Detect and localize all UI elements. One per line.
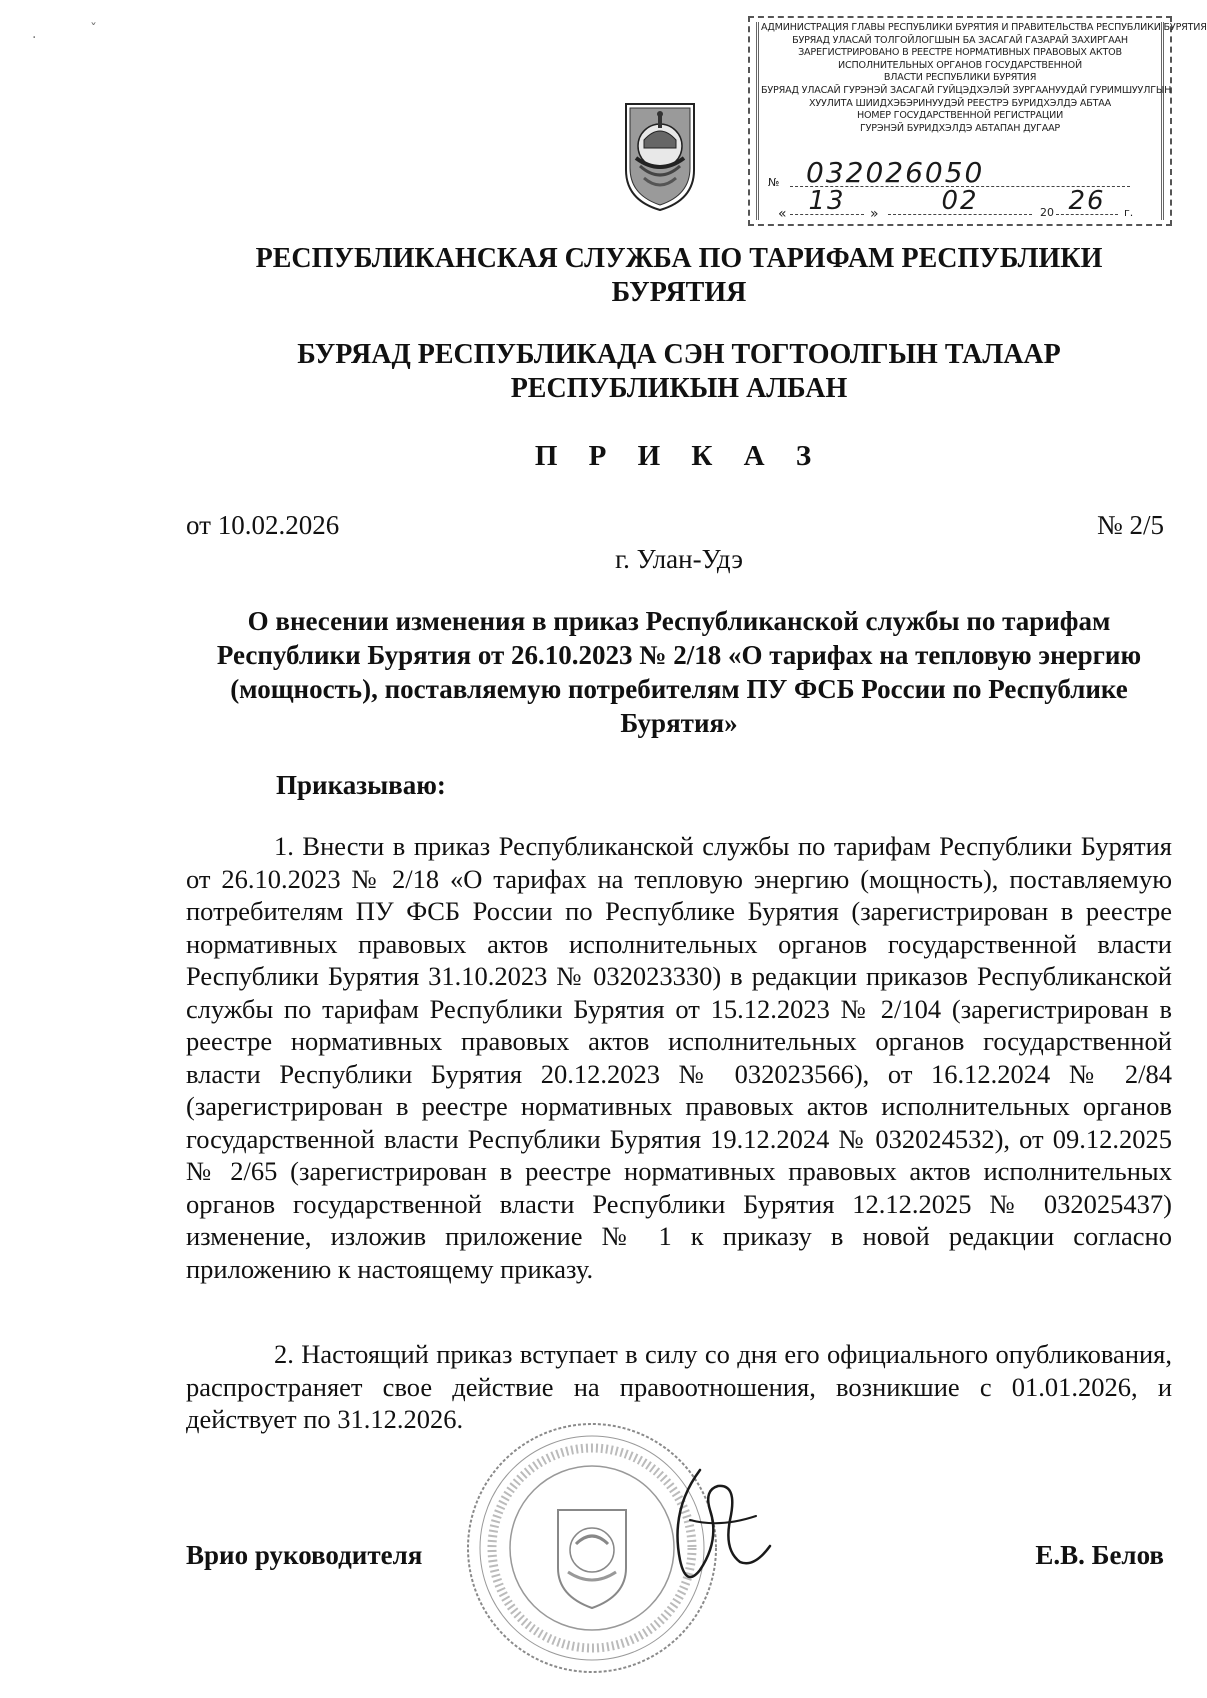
stamp-number-value: 032026050	[806, 156, 985, 189]
scan-speck: ˇ	[90, 22, 97, 38]
stamp-month-value: 02	[941, 186, 979, 216]
paragraph-2: 2. Настоящий приказ вступает в силу со дня его официального опубликования, распространяет свое действие на правоотношения, возникшие с 01.01.2026, и действует по 31.12.2026.	[186, 1339, 1172, 1434]
stamp-line: АДМИНИСТРАЦИЯ ГЛАВЫ РЕСПУБЛИКИ БУРЯТИЯ И ПРАВИТЕЛЬСТВА РЕСПУБЛИКИ БУРЯТИЯ	[761, 22, 1207, 33]
stamp-year-suffix: г.	[1124, 206, 1134, 219]
signatory-name: Е.В. Белов	[1035, 1540, 1164, 1570]
stamp-number-label: №	[768, 176, 780, 189]
handwritten-signature	[660, 1450, 780, 1610]
stamp-month-field	[888, 186, 1032, 215]
paragraph-1: 1. Внести в приказ Республиканской службы по тарифам Республики Бурятия от 26.10.2023 № 2/18 «О тарифах на тепловую энергию (мощность), поставляемую потребителям ПУ ФСБ России по Республике Бурятия (зарегистрирован в реестре нормативных правовых актов исполнительных органов государственной власти Республики Бурятия 31.10.2023 № 032023330) в редакции приказов Республиканской службы по тарифам Республики Бурятия от 15.12.2023 № 2/104 (зарегистрирован в реестре нормативных правовых актов исполнительных органов государственной власти Республики Бурятия 20.12.2023 № 032023566), от 16.12.2024 № 2/84 (зарегистрирован в реестре нормативных правовых актов исполнительных органов государственной власти Республики Бурятия 19.12.2024 № 032024532), от 09.12.2025 № 2/65 (зарегистрирован в реестре нормативных правовых актов исполнительных органов государственной власти Республики Бурятия 12.12.2025 № 032025437) изменение, изложив приложение № 1 к приказу в новой редакции согласно приложению к настоящему приказу.	[186, 831, 1172, 1284]
stamp-line: ЗАРЕГИСТРИРОВАНО В РЕЕСТРЕ НОРМАТИВНЫХ ПРАВОВЫХ АКТОВ	[798, 47, 1122, 59]
stamp-line: ВЛАСТИ РЕСПУБЛИКИ БУРЯТИЯ	[883, 72, 1037, 84]
stamp-year-prefix: 20	[1040, 206, 1054, 219]
stamp-line: НОМЕР ГОСУДАРСТВЕННОЙ РЕГИСТРАЦИИ	[856, 110, 1064, 122]
organization-name-ru: РЕСПУБЛИКАНСКАЯ СЛУЖБА ПО ТАРИФАМ РЕСПУБЛИКИ БУРЯТИЯ	[255, 243, 1103, 308]
stamp-day-close: »	[870, 206, 879, 222]
document-number: № 2/5	[1096, 510, 1164, 540]
document-type: П Р И К А З	[534, 440, 824, 472]
coat-of-arms-icon	[620, 100, 700, 212]
stamp-year-value: 26	[1068, 186, 1106, 216]
scan-speck: ·	[32, 30, 37, 46]
stamp-day-field	[790, 186, 864, 215]
document-date: от 10.02.2026	[186, 510, 340, 540]
stamp-line: ХУУЛИТА ШИИДХЭБЭРИНУУДЭЙ РЕЕСТРЭ БУРИДХЭЛДЭ АБТАА	[808, 97, 1112, 109]
document-subject: О внесении изменения в приказ Республиканской службы по тарифам Республики Бурятия от 26.10.2023 № 2/18 «О тарифах на тепловую энергию (мощность), поставляемую потребителям ПУ ФСБ России по Республике Бурятия»	[216, 606, 1142, 738]
stamp-day-value: 13	[808, 186, 846, 216]
stamp-number-field	[790, 156, 1130, 187]
stamp-line: БУРЯАД УЛАСАЙ ГУРЭНЭЙ ЗАСАГАЙ ГУЙЦЭДХЭЛЭЙ ЗУРГААНУУДАЙ ГУРИМШУУЛГЫН	[761, 84, 1172, 96]
stamp-day-open: «	[778, 206, 787, 222]
order-word: Приказываю:	[276, 770, 446, 800]
stamp-line: ГУРЭНЭЙ БУРИДХЭЛДЭ АБТАПАН ДУГААР	[859, 122, 1061, 134]
stamp-year-field	[1056, 186, 1118, 215]
stamp-line: БУРЯАД УЛАСАЙ ТОЛГОЙЛОГШЫН БА ЗАСАГАЙ ГАЗАРАЙ ЗАХИРГААН	[792, 34, 1128, 46]
document-city: г. Улан-Удэ	[615, 544, 743, 574]
signatory-role: Врио руководителя	[186, 1540, 423, 1570]
stamp-line: ИСПОЛНИТЕЛЬНЫХ ОРГАНОВ ГОСУДАРСТВЕННОЙ	[838, 59, 1082, 71]
organization-name-bua: БУРЯАД РЕСПУБЛИКАДА СЭН ТОГТООЛГЫН ТАЛААР РЕСПУБЛИКЫН АЛБАН	[297, 339, 1061, 404]
